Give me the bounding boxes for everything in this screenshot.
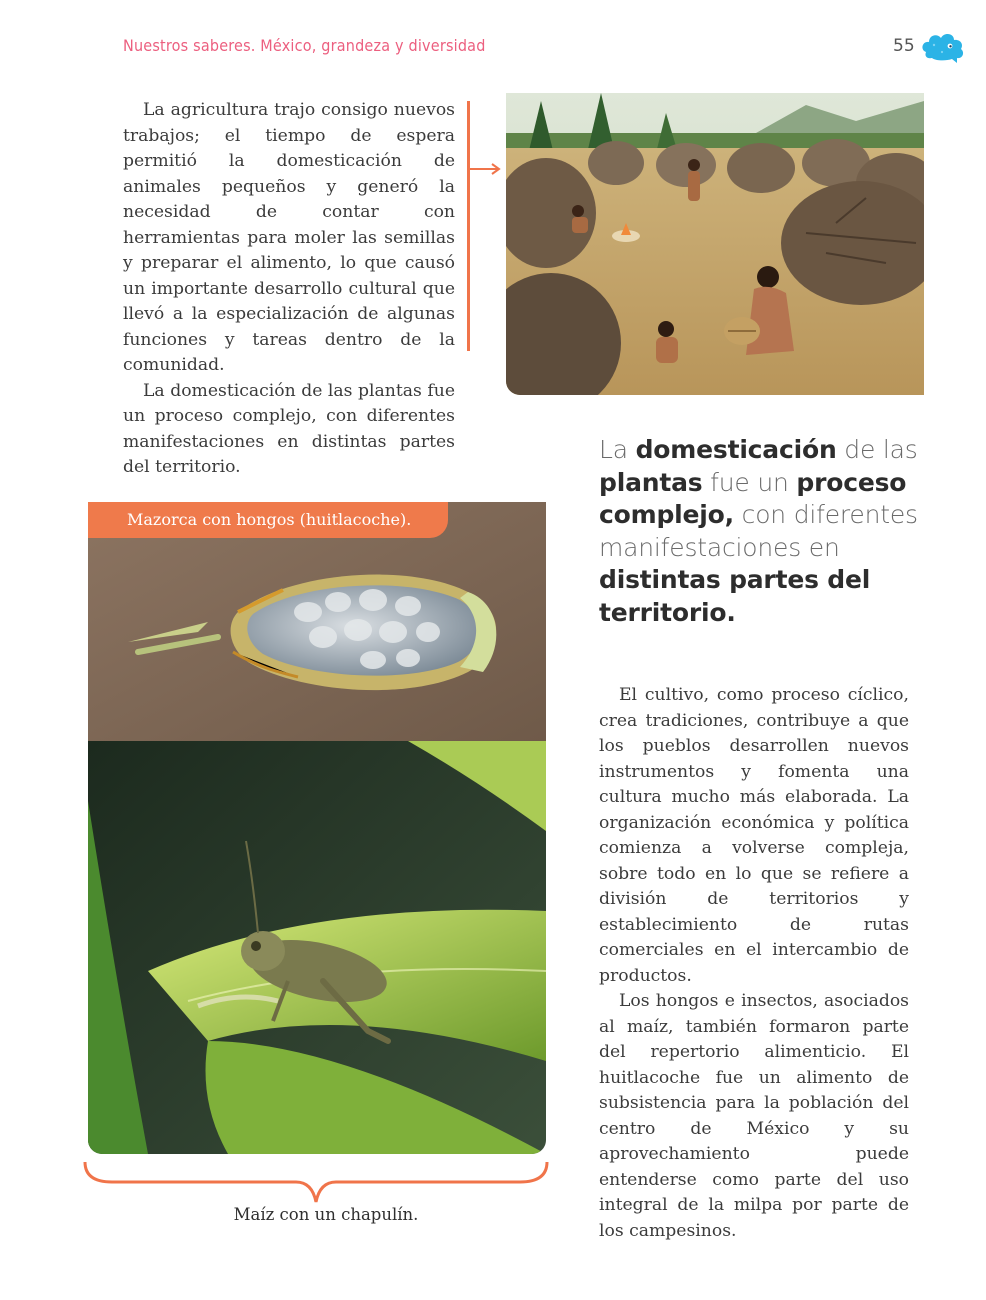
corn-caption: Mazorca con hongos (huitlacoche). <box>127 510 412 529</box>
page-number: 55 <box>893 36 915 56</box>
paragraph: La agricultura trajo consigo nuevos trabajos; el tiempo de espera permitió la domesticación de animales pequeños y generó la necesidad de contar con herramientas para moler las semillas y preparar el alimento, lo que causó un importante desarrollo cultural que llevó a la especialización de algunas funciones y tareas dentro de la comunidad. <box>123 100 455 375</box>
orange-bracket-line <box>467 101 470 351</box>
grasshopper-corn-photo <box>88 741 546 1154</box>
pull-quote-text: fue un <box>702 467 797 497</box>
pull-quote-bold: domesticación <box>635 435 837 464</box>
pull-quote-text: de las <box>836 435 918 464</box>
prehispanic-village-illustration <box>506 93 924 395</box>
blue-cloud-mascot-icon <box>920 30 966 64</box>
pull-quote-bold: plantas <box>599 467 703 497</box>
pull-quote-text: La <box>599 435 636 464</box>
right-column-text <box>599 683 909 1244</box>
corn-caption-tab <box>88 502 448 538</box>
pull-quote-bold: proceso complejo, <box>599 467 907 530</box>
pull-quote-text: con diferentes manifestaciones en <box>599 500 918 562</box>
pull-quote-bold: distintas partes del territorio. <box>599 565 871 627</box>
orange-brace <box>82 1158 550 1206</box>
arrow-right-icon <box>468 161 504 177</box>
grasshopper-caption: Maíz con un chapulín. <box>233 1205 419 1224</box>
running-head: Nuestros saberes. México, grandeza y diversidad <box>123 36 486 55</box>
paragraph: El cultivo, como proceso cíclico, crea tradiciones, contribuye a que los pueblos desarrollen nuevos instrumentos y fomenta una cultura mucho más elaborada. La organización económica y política comienza a volverse compleja, sobre todo en lo que se refiere a división de territorios y establecimiento de rutas comerciales en el intercambio de productos. <box>599 685 909 986</box>
paragraph: La domesticación de las plantas fue un proceso complejo, con diferentes manifestaciones en distintas partes del territorio. <box>123 380 455 477</box>
pull-quote <box>599 434 929 630</box>
left-column-text <box>123 98 455 481</box>
paragraph: Los hongos e insectos, asociados al maíz, también formaron parte del repertorio alimenticio. El huitlacoche fue un alimento de subsistencia para la población del centro de México y su aprovechamiento puede entenderse como parte del uso integral de la milpa por parte de los campesinos. <box>599 991 909 1241</box>
